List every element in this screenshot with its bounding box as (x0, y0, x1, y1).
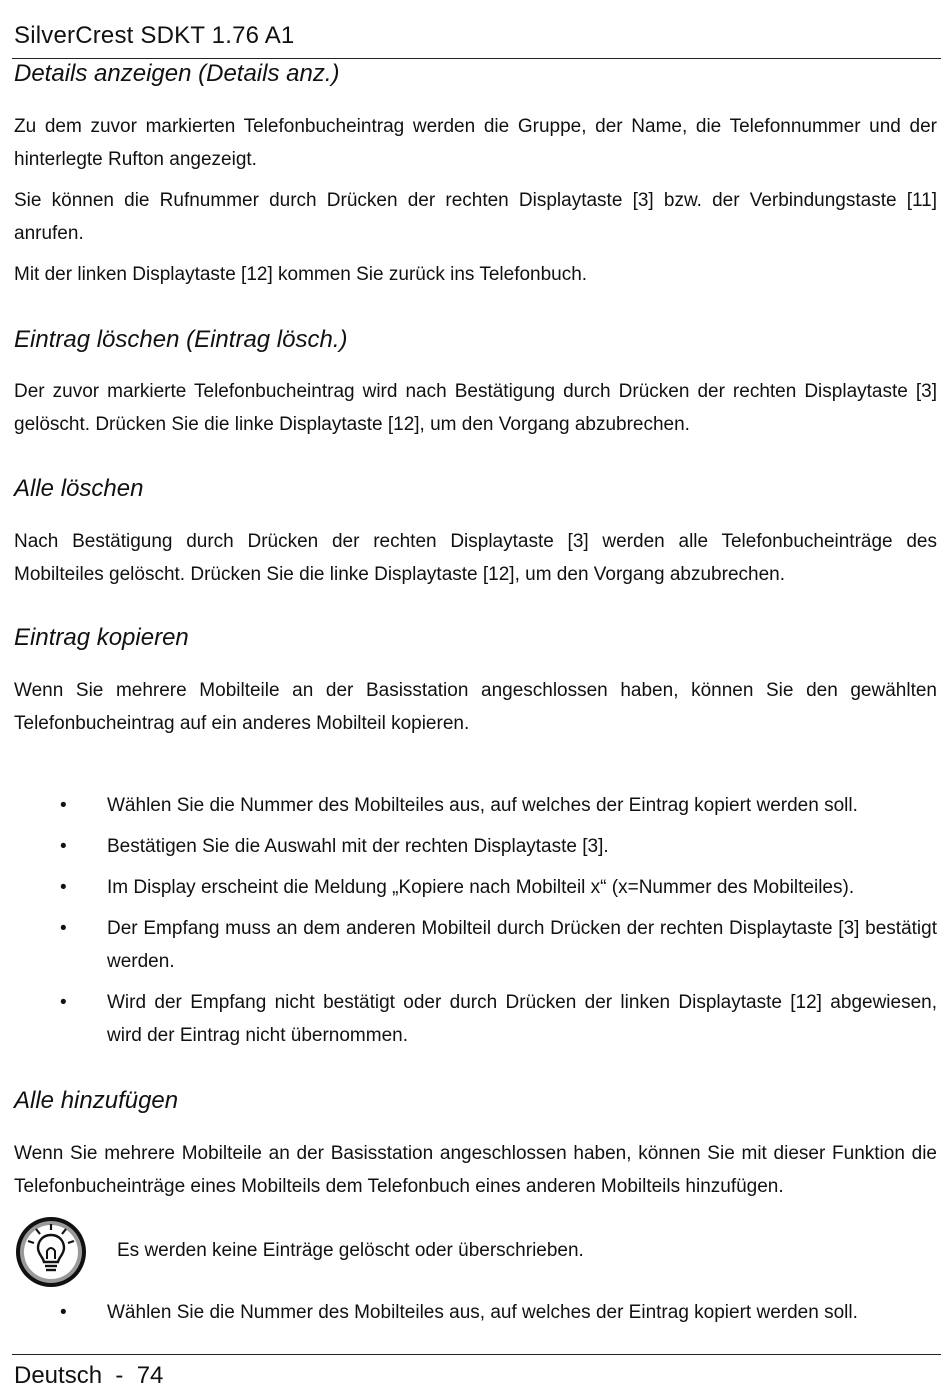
list-item-text: Im Display erscheint die Meldung „Kopiere nach Mobilteil x“ (x=Nummer des Mobilteiles). (107, 877, 855, 898)
details-paragraph-3: Mit der linken Displaytaste [12] kommen Sie zurück ins Telefonbuch. (14, 264, 588, 285)
list-item-text: Wählen Sie die Nummer des Mobilteiles aus, auf welches der Eintrag kopiert werden soll. (107, 795, 858, 816)
tip-note: Es werden keine Einträge gelöscht oder überschrieben. (117, 1240, 584, 1261)
bullet-icon: • (60, 918, 67, 939)
bullet-icon: • (60, 992, 67, 1013)
document-header: SilverCrest SDKT 1.76 A1 (14, 22, 295, 49)
section-heading-details: Details anzeigen (Details anz.) (14, 60, 340, 87)
add-all-paragraph: Wenn Sie mehrere Mobilteile an der Basisstation angeschlossen haben, können Sie mit dieser Funktion die Telefonbucheinträge eines Mobilteils dem Telefonbuch eines anderen Mobilteils hinzufügen. (14, 1143, 937, 1197)
list-item-text: Bestätigen Sie die Auswahl mit der rechten Displaytaste [3]. (107, 836, 609, 857)
bullet-icon: • (60, 1302, 67, 1323)
page-number: Deutsch - 74 (14, 1362, 164, 1389)
header-divider (12, 58, 941, 59)
section-heading-delete-all: Alle löschen (14, 475, 144, 502)
details-paragraph-1: Zu dem zuvor markierten Telefonbucheintrag werden die Gruppe, der Name, die Telefonnummer und der hinterlegte Rufton angezeigt. (14, 116, 937, 170)
details-paragraph-2: Sie können die Rufnummer durch Drücken der rechten Displaytaste [3] bzw. der Verbindungstaste [11] anrufen. (14, 190, 937, 244)
list-item-text: Wählen Sie die Nummer des Mobilteiles aus, auf welches der Eintrag kopiert werden soll. (107, 1302, 858, 1323)
section-heading-delete-entry: Eintrag löschen (Eintrag lösch.) (14, 326, 348, 353)
footer-divider (12, 1354, 941, 1355)
section-heading-add-all: Alle hinzufügen (14, 1087, 179, 1114)
section-heading-copy-entry: Eintrag kopieren (14, 624, 189, 651)
delete-all-paragraph: Nach Bestätigung durch Drücken der rechten Displaytaste [3] werden alle Telefonbucheinträge des Mobilteiles gelöscht. Drücken Sie die linke Displaytaste [12], um den Vorgang abzubrechen. (14, 531, 937, 585)
bullet-icon: • (60, 795, 67, 816)
bullet-icon: • (60, 836, 67, 857)
copy-entry-paragraph: Wenn Sie mehrere Mobilteile an der Basisstation angeschlossen haben, können Sie den gewählten Telefonbucheintrag auf ein anderes Mobilteil kopieren. (14, 680, 937, 734)
bullet-icon: • (60, 877, 67, 898)
lightbulb-icon (14, 1215, 88, 1289)
list-item-text: Wird der Empfang nicht bestätigt oder durch Drücken der linken Displaytaste [12] abgewiesen, wird der Eintrag nicht übernommen. (107, 992, 937, 1046)
list-item-text: Der Empfang muss an dem anderen Mobilteil durch Drücken der rechten Displaytaste [3] bestätigt werden. (107, 918, 937, 972)
delete-entry-paragraph: Der zuvor markierte Telefonbucheintrag wird nach Bestätigung durch Drücken der rechten Displaytaste [3] gelöscht. Drücken Sie die linke Displaytaste [12], um den Vorgang abzubrechen. (14, 381, 937, 435)
